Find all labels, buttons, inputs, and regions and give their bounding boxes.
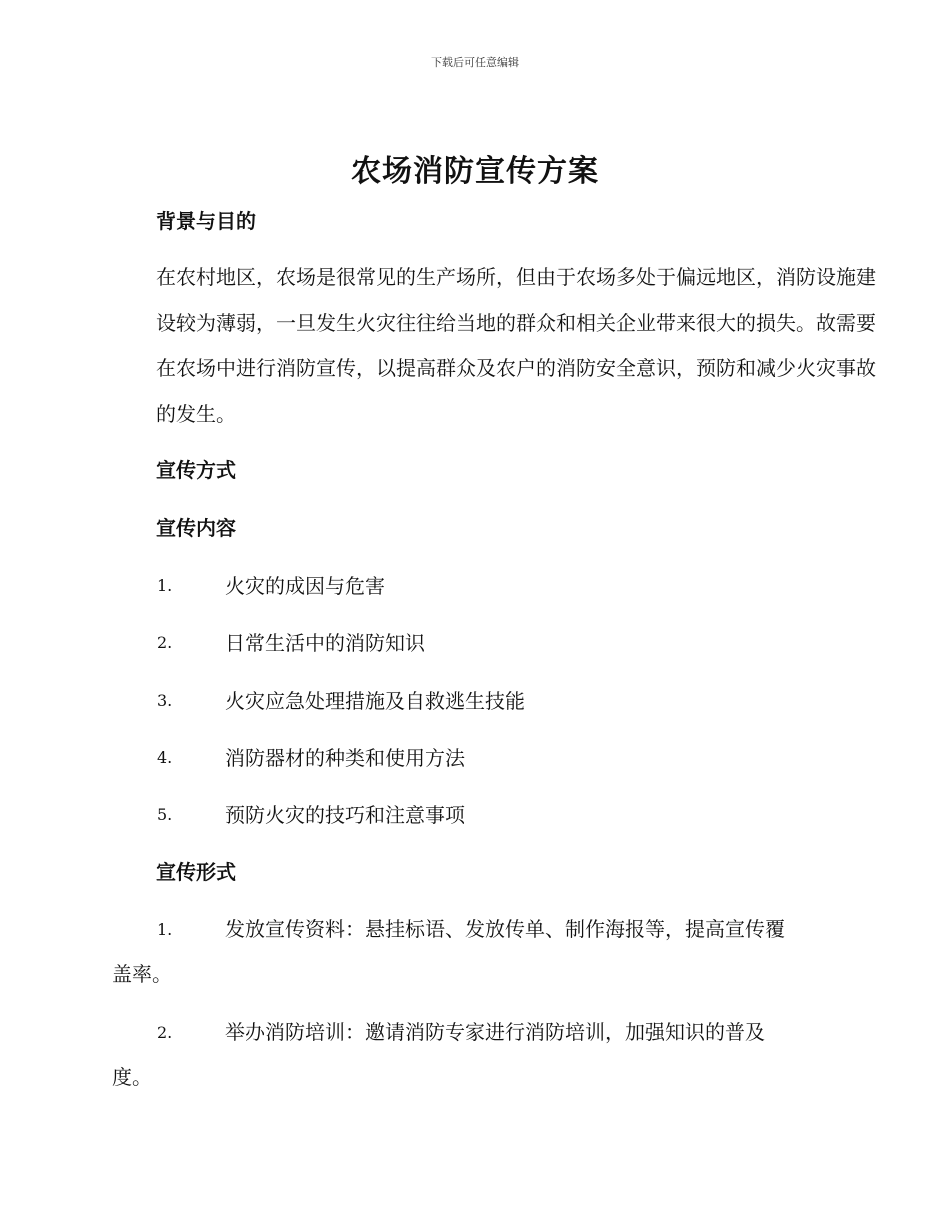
forms-list-item [112,907,842,998]
forms-item-continuation: 盖率。 [112,962,172,986]
content-list-item [0,686,950,716]
forms-item-first-line [112,907,842,952]
content-list-item [0,628,950,658]
list-number: 3. [157,691,173,710]
list-item-text: 日常生活中的消防知识 [225,631,425,655]
list-number: 5. [157,805,173,824]
list-number: 1. [157,920,173,939]
forms-list-item [112,1010,842,1101]
content-list-item [0,571,950,601]
list-number: 4. [157,748,173,767]
forms-item-text: 举办消防培训：邀请消防专家进行消防培训，加强知识的普及 [225,1020,765,1044]
forms-item-first-line [112,1010,842,1055]
content-list-item [0,743,950,773]
content-list-item [0,800,950,830]
list-item-text: 消防器材的种类和使用方法 [225,746,465,770]
list-item-text: 火灾应急处理措施及自救逃生技能 [225,689,525,713]
list-item-text: 火灾的成因与危害 [225,574,385,598]
list-number: 2. [157,1023,173,1042]
heading-forms: 宣传形式 [156,860,236,884]
list-number: 1. [157,576,173,595]
heading-background: 背景与目的 [156,209,256,233]
forms-item-text: 发放宣传资料：悬挂标语、发放传单、制作海报等，提高宣传覆 [225,917,785,941]
page-header-note: 下载后可任意编辑 [431,56,519,69]
forms-item-continuation: 度。 [112,1065,152,1089]
list-item-text: 预防火灾的技巧和注意事项 [225,803,465,827]
list-number: 2. [157,633,173,652]
document-title: 农场消防宣传方案 [351,154,599,189]
background-paragraph: 在农村地区，农场是很常见的生产场所，但由于农场多处于偏远地区，消防设施建设较为薄弱，一旦发生火灾往往给当地的群众和相关企业带来很大的损失。故需要在农场中进行消防宣传，以提高群众及农户的消防安全意识，预防和减少火灾事故的发生。 [156,265,876,426]
heading-method: 宣传方式 [156,458,236,482]
heading-content: 宣传内容 [156,516,236,540]
